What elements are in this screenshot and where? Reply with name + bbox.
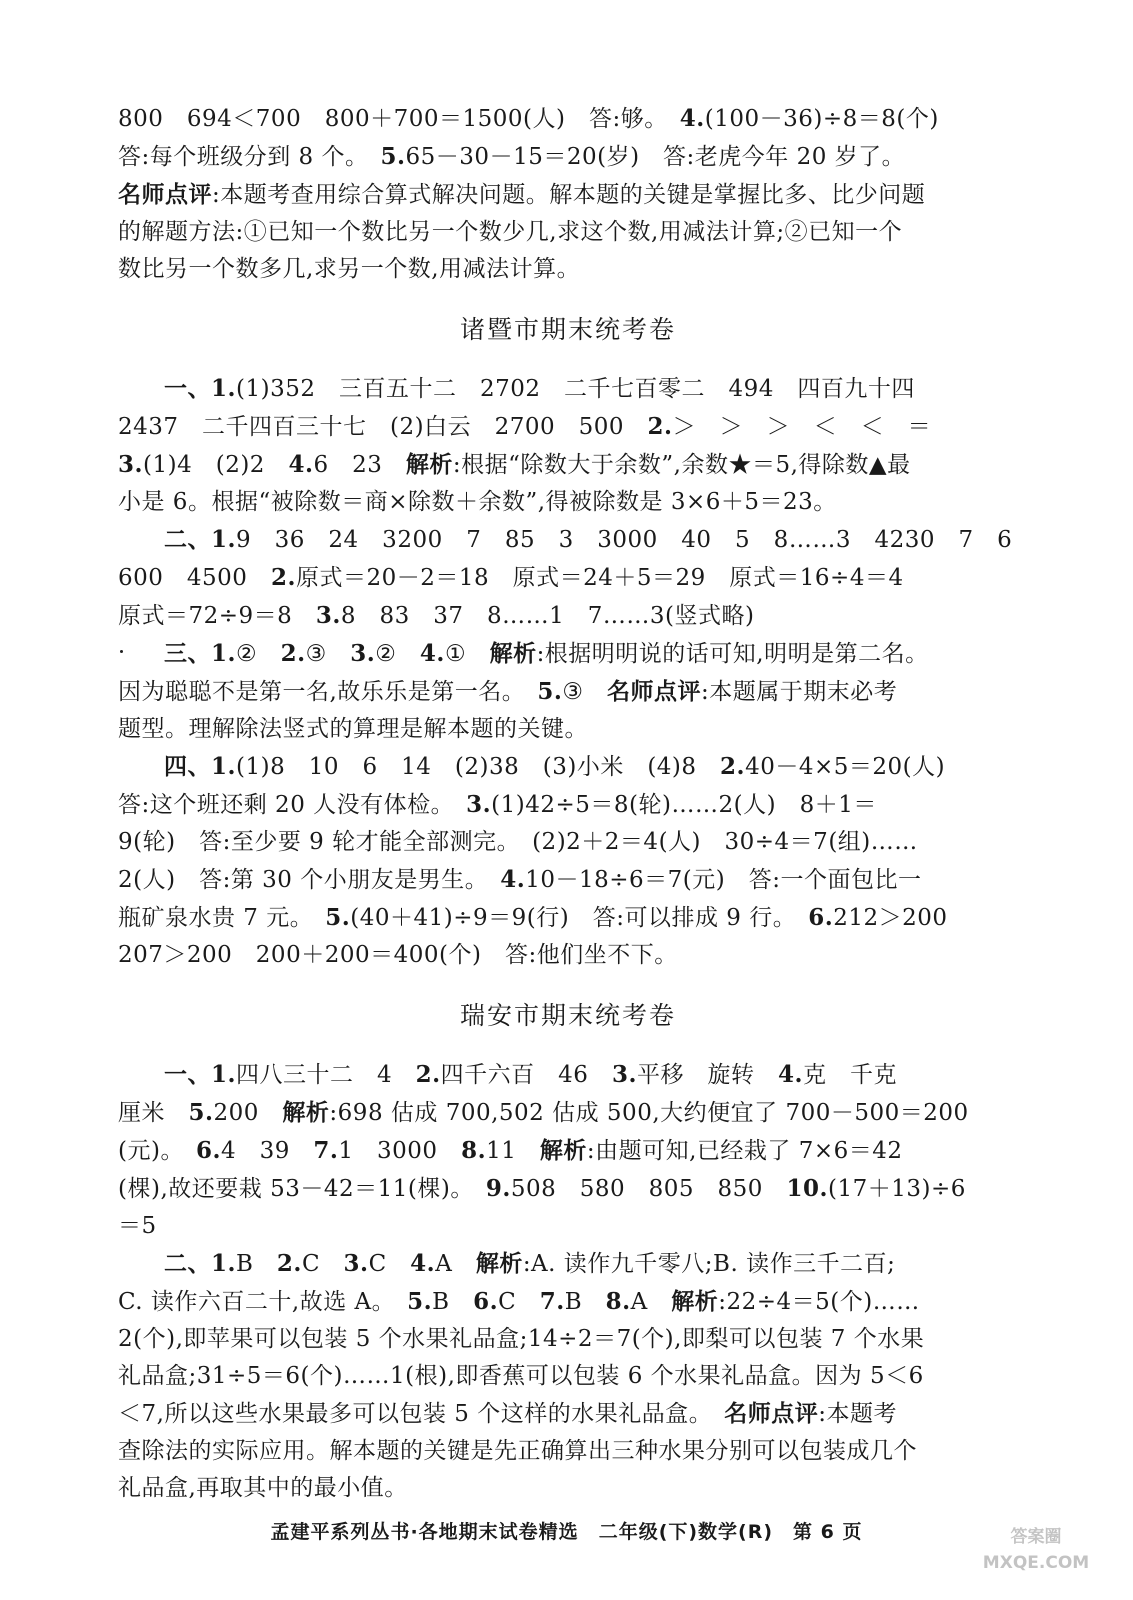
answer-label: 5.: [537, 678, 563, 705]
answer-text: 2(个),即苹果可以包装 5 个水果礼品盒;14÷2＝7(个),即梨可以包装 7 个水果: [118, 1326, 925, 1352]
answer-line: [118, 786, 1018, 824]
answer-text: :根据明明说的话可知,明明是第二名。: [536, 641, 929, 667]
answer-label: 5.: [407, 1288, 433, 1315]
answer-label: 3.: [118, 451, 144, 478]
answer-label: 解析: [282, 1099, 330, 1126]
answer-line: [118, 251, 1018, 288]
answer-label: 6.: [473, 1288, 499, 1315]
section-title-zhuji: 诸暨市期末统考卷: [459, 315, 676, 344]
answer-text: 题型。理解除法竖式的算理是解本题的关键。: [118, 716, 588, 742]
answer-label: 4.: [419, 640, 445, 667]
answer-text: B: [236, 1251, 277, 1277]
answer-text: 6 23: [313, 452, 406, 478]
answer-label: 3.: [315, 602, 341, 629]
answer-text: 2(人) 答:第 30 个小朋友是男生。: [118, 867, 501, 893]
answer-label: 2.: [720, 753, 746, 780]
answer-line: [118, 1395, 1018, 1433]
answer-text: ＞ ＞ ＞ ＜ ＜ ＝: [672, 414, 932, 440]
answer-text: 小是 6。根据“被除数＝商×除数＋余数”,得被除数是 3×6＋5＝23。: [118, 489, 837, 515]
answer-label: 二、1.: [164, 1250, 237, 1277]
answer-text: 10－18÷6＝7(元) 答:一个面包比一: [525, 867, 922, 893]
answer-label: 名师点评: [724, 1400, 819, 1427]
answer-label: 3.: [350, 640, 376, 667]
answer-text: C: [498, 1289, 540, 1315]
answer-text: (1)8 10 6 14 (2)38 (3)小米 (4)8: [236, 754, 721, 780]
answer-label: 3.: [466, 791, 492, 818]
answer-line: [118, 1470, 1018, 1507]
answer-label: 一、1.: [164, 1061, 237, 1088]
answer-line: [118, 861, 1018, 899]
answer-label: 四、1.: [164, 753, 237, 780]
answer-text: (1)352 三百五十二 2702 二千七百零二 494 四百九十四: [236, 376, 915, 402]
answer-label: 8.: [605, 1288, 631, 1315]
answer-text: :A. 读作九千零八;B. 读作三千二百;: [522, 1251, 896, 1277]
answer-line: [118, 1094, 1018, 1132]
answer-text: ＝5: [118, 1213, 157, 1239]
answer-text: (17＋13)÷6: [827, 1176, 966, 1202]
answer-text: 答:每个班级分到 8 个。: [118, 144, 381, 170]
answer-text: 8 83 37 8……1 7……3(竖式略): [340, 603, 755, 629]
answer-text: :698 估成 700,502 估成 500,大约便宜了 700－500＝200: [329, 1100, 969, 1126]
answer-text: (1)42÷5＝8(轮)……2(人) 8＋1＝: [491, 792, 877, 818]
answer-label: 2.: [415, 1061, 441, 1088]
answer-label: 解析: [671, 1288, 719, 1315]
watermark-logo: [961, 1516, 1111, 1578]
answer-text: ＜7,所以这些水果最多可以包装 5 个这样的水果礼品盒。: [118, 1401, 725, 1427]
answer-text: 800 694＜700 800＋700＝1500(人) 答:够。: [118, 106, 680, 132]
answer-line: [118, 1056, 1018, 1094]
answer-text: A: [435, 1251, 476, 1277]
answer-text: 4 39: [220, 1138, 314, 1164]
answer-text: 508 580 805 850: [510, 1176, 787, 1202]
answer-label: 5.: [380, 143, 406, 170]
answer-line: [118, 673, 1018, 711]
answer-line: [118, 937, 1018, 974]
answer-label: 4.: [288, 451, 314, 478]
answer-text: 9(轮) 答:至少要 9 轮才能全部测完。 (2)2＋2＝4(人) 30÷4＝7(组)……: [118, 829, 918, 855]
answer-label: 解析: [405, 451, 453, 478]
page-footer: 孟建平系列丛书·各地期末试卷精选 二年级(下)数学(R) 第 6 页: [270, 1521, 863, 1543]
answer-text: 40－4×5＝20(人): [745, 754, 946, 780]
stray-dot: [120, 650, 123, 653]
answer-text: 数比另一个数多几,求另一个数,用减法计算。: [118, 256, 581, 282]
answer-text: 2437 二千四百三十七 (2)白云 2700 500: [118, 414, 648, 440]
answer-text: 11: [486, 1138, 540, 1164]
answer-text: 原式＝20－2＝18 原式＝24＋5＝29 原式＝16÷4＝4: [295, 565, 904, 591]
answer-label: 7.: [539, 1288, 565, 1315]
answer-text: 212＞200: [833, 905, 948, 931]
answer-text: (元)。: [118, 1138, 196, 1164]
answer-label: 5.: [325, 904, 351, 931]
answer-text: 200: [213, 1100, 283, 1126]
answer-label: 2.: [276, 1250, 302, 1277]
answer-line: [118, 711, 1018, 748]
answer-text: 207＞200 200＋200＝400(个) 答:他们坐不下。: [118, 942, 678, 968]
answer-label: 解析: [475, 1250, 523, 1277]
answer-block-previous: [118, 100, 1018, 288]
answer-label: 6.: [195, 1137, 221, 1164]
answer-text: :由题可知,已经栽了 7×6＝42: [586, 1138, 903, 1164]
answer-label: 8.: [461, 1137, 487, 1164]
answer-text: A: [630, 1289, 672, 1315]
answer-line: [118, 1170, 1018, 1208]
answer-label: 6.: [808, 904, 834, 931]
answer-text: 礼品盒,再取其中的最小值。: [118, 1475, 408, 1501]
answer-text: 查除法的实际应用。解本题的关键是先正确算出三种水果分别可以包装成几个: [118, 1438, 917, 1464]
answer-line: [118, 1433, 1018, 1470]
answer-line: [118, 559, 1018, 597]
answer-text: 四千六百 46: [440, 1062, 612, 1088]
answer-text: :本题属于期末必考: [700, 679, 898, 705]
answer-line: [118, 100, 1018, 138]
answer-line: [118, 521, 1018, 559]
answer-text: 平移 旋转: [636, 1062, 778, 1088]
answer-text: 克 千克: [802, 1062, 897, 1088]
answer-text: 1 3000: [338, 1138, 462, 1164]
answer-line: [118, 484, 1018, 521]
answer-text: 原式＝72÷9＝8: [118, 603, 316, 629]
answer-text: C: [368, 1251, 411, 1277]
answer-label: 解析: [489, 640, 537, 667]
answer-line: [118, 1358, 1018, 1395]
answer-line: [118, 1132, 1018, 1170]
answer-label: 一、1.: [164, 375, 237, 402]
answer-line: [118, 597, 1018, 635]
answer-text: C. 读作六百二十,故选 A。: [118, 1289, 408, 1315]
answer-text: 厘米: [118, 1100, 189, 1126]
answer-text: ①: [444, 641, 490, 667]
answer-line: [118, 370, 1018, 408]
answer-text: B: [564, 1289, 606, 1315]
answer-label: 2.: [280, 640, 306, 667]
answer-label: 4.: [679, 105, 705, 132]
answer-label: 4.: [500, 866, 526, 893]
answer-line: [118, 1245, 1018, 1283]
answer-text: 答:这个班还剩 20 人没有体检。: [118, 792, 467, 818]
answer-text: B: [432, 1289, 474, 1315]
answer-label: 2.: [647, 413, 673, 440]
section-title-ruian: 瑞安市期末统考卷: [459, 1001, 676, 1030]
answer-line: [118, 1208, 1018, 1245]
answer-label: 2.: [270, 564, 296, 591]
watermark-top: 答案圈: [1010, 1527, 1062, 1547]
answer-line: [118, 176, 1018, 214]
answer-label: 9.: [485, 1175, 511, 1202]
answer-label: 二、1.: [164, 526, 237, 553]
answer-text: 瓶矿泉水贵 7 元。: [118, 905, 326, 931]
answer-text: ③: [305, 641, 351, 667]
answer-text: (100－36)÷8＝8(个): [704, 106, 939, 132]
answer-label: 3.: [343, 1250, 369, 1277]
answer-text: :本题考: [818, 1401, 897, 1427]
answer-text: C: [301, 1251, 344, 1277]
answer-label: 三、1.: [164, 640, 237, 667]
answer-text: :本题考查用综合算式解决问题。解本题的关键是掌握比多、比少问题: [212, 182, 926, 208]
answer-line: [118, 824, 1018, 861]
answer-line: [118, 899, 1018, 937]
answer-label: 10.: [786, 1175, 828, 1202]
answer-label: 3.: [611, 1061, 637, 1088]
answer-line: [118, 408, 1018, 446]
answer-text: :22÷4＝5(个)……: [718, 1289, 920, 1315]
answer-text: 的解题方法:①已知一个数比另一个数少几,求这个数,用减法计算;②已知一个: [118, 219, 903, 245]
watermark-bottom: MXQE.COM: [982, 1553, 1090, 1573]
answer-label: 名师点评: [118, 181, 212, 208]
answer-block-zhuji: [118, 370, 1018, 974]
answer-line: [118, 446, 1018, 484]
answer-line: [118, 214, 1018, 251]
answer-text: (棵),故还要栽 53－42＝11(棵)。: [118, 1176, 486, 1202]
answer-text: 四八三十二 4: [236, 1062, 416, 1088]
answer-text: ②: [236, 641, 281, 667]
answer-text: (40＋41)÷9＝9(行) 答:可以排成 9 行。: [350, 905, 809, 931]
answer-text: 礼品盒;31÷5＝6(个)……1(根),即香蕉可以包装 6 个水果礼品盒。因为 5＜6: [118, 1363, 924, 1389]
answer-text: (1)4 (2)2: [143, 452, 289, 478]
answer-line: [118, 748, 1018, 786]
answer-line: [118, 1321, 1018, 1358]
page-content: [118, 100, 1018, 1507]
answer-text: ②: [375, 641, 420, 667]
answer-label: 4.: [410, 1250, 436, 1277]
answer-text: ③: [562, 679, 607, 705]
answer-line: [118, 1283, 1018, 1321]
answer-text: :根据“除数大于余数”,余数★＝5,得除数▲最: [452, 452, 911, 478]
answer-block-ruian: [118, 1056, 1018, 1507]
answer-label: 5.: [188, 1099, 214, 1126]
answer-text: 65－30－15＝20(岁) 答:老虎今年 20 岁了。: [405, 144, 906, 170]
answer-label: 4.: [777, 1061, 803, 1088]
answer-line: [118, 635, 1018, 673]
answer-text: 因为聪聪不是第一名,故乐乐是第一名。: [118, 679, 538, 705]
answer-label: 解析: [539, 1137, 587, 1164]
answer-label: 7.: [313, 1137, 339, 1164]
answer-text: 600 4500: [118, 565, 271, 591]
answer-line: [118, 138, 1018, 176]
answer-label: 名师点评: [606, 678, 701, 705]
answer-text: 9 36 24 3200 7 85 3 3000 40 5 8……3 4230 7 6: [236, 527, 1013, 553]
